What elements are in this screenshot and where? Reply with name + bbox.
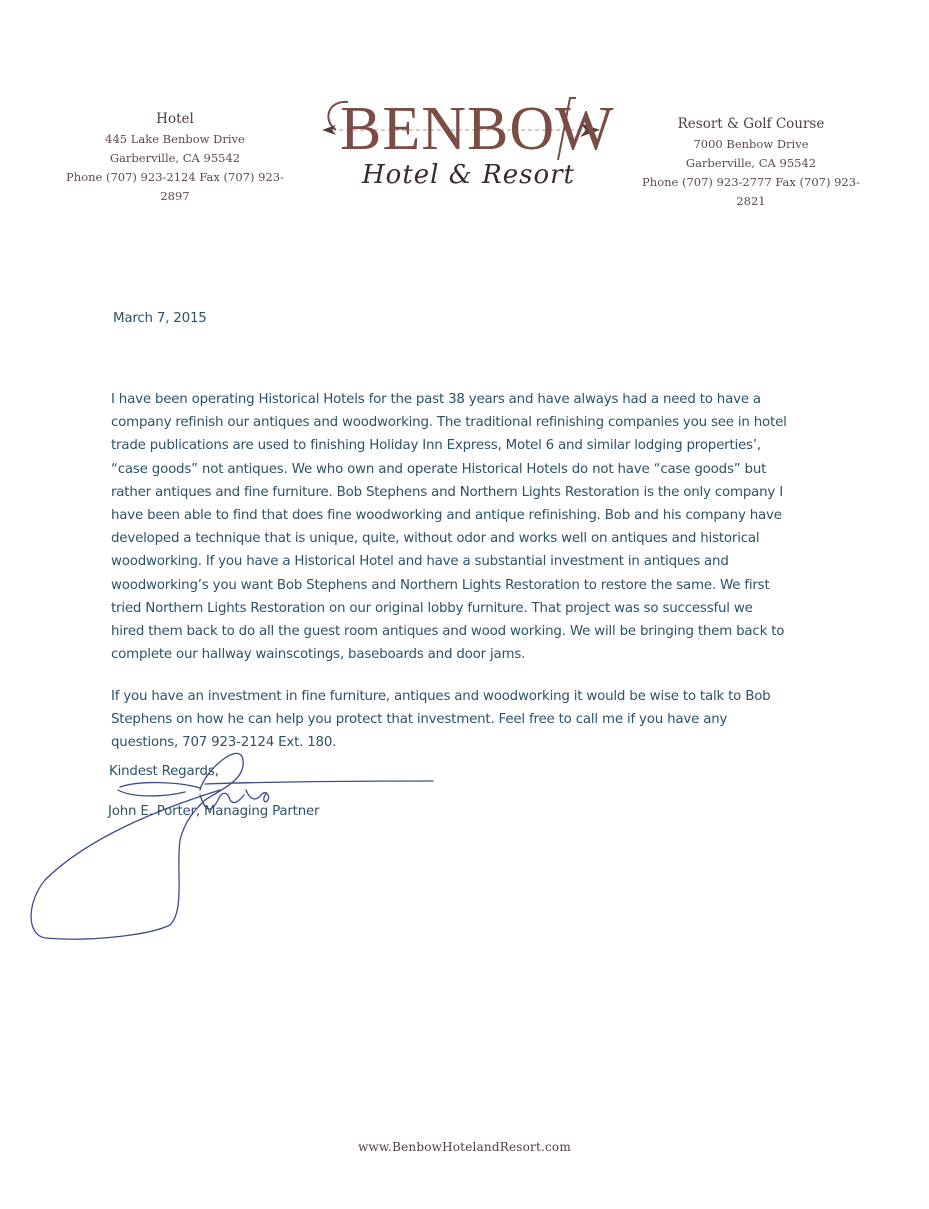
resort-city: Garberville, CA 95542 bbox=[685, 156, 817, 170]
resort-phone-fax: Phone (707) 923-2777 Fax (707) 923-2821 bbox=[642, 175, 860, 208]
paragraph-line: rather antiques and fine furniture. Bob Stephens and Northern Lights Restoration is the only company I bbox=[111, 484, 783, 500]
paragraph-line: woodworking. If you have a Historical Hotel and have a substantial investment in antiques and bbox=[111, 554, 729, 570]
letterhead-hotel-block bbox=[52, 108, 298, 206]
hotel-address: 445 Lake Benbow Drive bbox=[105, 132, 245, 146]
paragraph-line: Stephens on how he can help you protect that investment. Feel free to call me if you have any bbox=[111, 712, 728, 728]
letter-closing: Kindest Regards, bbox=[109, 764, 219, 779]
paragraph-line: hired them back to do all the guest room antiques and wood working. We will be bringing them back to bbox=[111, 624, 785, 640]
hotel-title: Hotel bbox=[156, 111, 194, 127]
paragraph-line: developed a technique that is unique, quite, without odor and works well on antiques and historical bbox=[111, 531, 760, 547]
resort-address: 7000 Benbow Drive bbox=[693, 137, 809, 151]
paragraph-line: questions, 707 923-2124 Ext. 180. bbox=[111, 735, 337, 751]
paragraph-line: I have been operating Historical Hotels for the past 38 years and have always had a need to have a bbox=[111, 392, 761, 407]
letter-signer: John E. Porter, Managing Partner bbox=[108, 804, 320, 819]
paragraph-line: have been able to find that does fine woodworking and antique refinishing. Bob and his company have bbox=[111, 508, 782, 524]
paragraph-line: tried Northern Lights Restoration on our original lobby furniture. That project was so successful we bbox=[111, 600, 753, 616]
resort-title: Resort & Golf Course bbox=[677, 116, 825, 132]
paragraph-line: If you have an investment in fine furniture, antiques and woodworking it would be wise to talk to Bob bbox=[111, 689, 771, 704]
paragraph-line: complete our hallway wainscotings, baseboards and door jams. bbox=[111, 647, 526, 663]
letter-date: March 7, 2015 bbox=[113, 311, 207, 326]
letter-paragraph-2 bbox=[111, 685, 841, 755]
paragraph-line: woodworking’s you want Bob Stephens and Northern Lights Restoration to restore the same. We first bbox=[111, 577, 770, 593]
logo-brand: BENBOW bbox=[340, 95, 615, 163]
letter-paragraph-1 bbox=[111, 388, 841, 666]
paragraph-line: trade publications are used to finishing Holiday Inn Express, Motel 6 and similar lodging properties’, bbox=[111, 438, 761, 454]
benbow-logo bbox=[318, 90, 615, 210]
hotel-city: Garberville, CA 95542 bbox=[109, 151, 241, 165]
paragraph-line: company refinish our antiques and woodworking. The traditional refinishing companies you see in hotel bbox=[111, 415, 787, 431]
logo-subtitle: Hotel & Resort bbox=[362, 160, 575, 190]
paragraph-line: “case goods” not antiques. We who own and operate Historical Hotels do not have “case goods” but bbox=[111, 461, 767, 477]
letterhead-resort-block bbox=[628, 113, 874, 211]
footer-website: www.BenbowHotelandResort.com bbox=[358, 1140, 571, 1154]
hotel-phone-fax: Phone (707) 923-2124 Fax (707) 923-2897 bbox=[66, 170, 284, 203]
